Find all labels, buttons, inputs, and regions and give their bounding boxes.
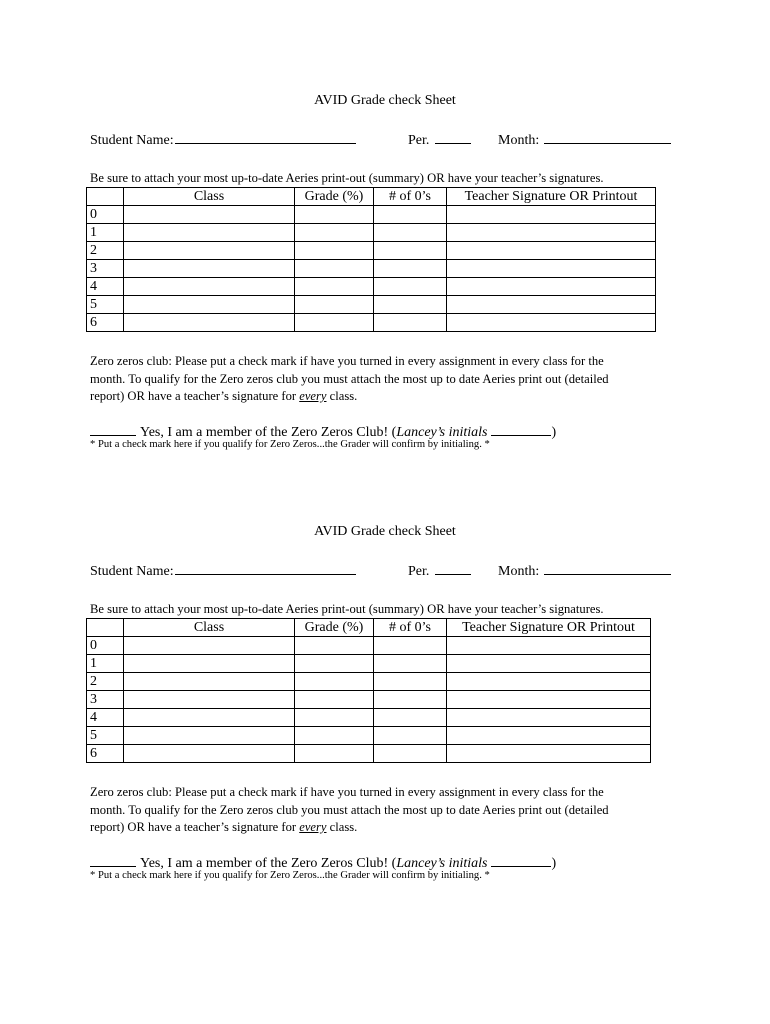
zeros-cell[interactable] xyxy=(374,206,447,224)
signature-cell[interactable] xyxy=(447,260,656,278)
student-name-blank[interactable] xyxy=(175,129,356,144)
header-grade: Grade (%) xyxy=(295,188,374,206)
description-line: month. To qualify for the Zero zeros club you must attach the most up to date Aeries print out (detailed xyxy=(90,802,609,817)
table-row xyxy=(87,242,656,260)
sheet-title: AVID Grade check Sheet xyxy=(314,524,456,539)
signature-cell[interactable] xyxy=(447,655,651,673)
zeros-cell[interactable] xyxy=(374,673,447,691)
signature-cell[interactable] xyxy=(447,709,651,727)
header-zeros: # of 0’s xyxy=(374,619,447,637)
class-cell[interactable] xyxy=(124,727,295,745)
description-text: class. xyxy=(326,389,358,403)
signature-cell[interactable] xyxy=(447,296,656,314)
signature-cell[interactable] xyxy=(447,206,656,224)
student-name-blank[interactable] xyxy=(175,560,356,575)
table-row xyxy=(87,296,656,314)
description-text: report) OR have a teacher’s signature for xyxy=(90,820,300,834)
signature-cell[interactable] xyxy=(447,224,656,242)
grades-table xyxy=(86,187,656,332)
header-signature: Teacher Signature OR Printout xyxy=(447,188,656,206)
class-cell[interactable] xyxy=(124,296,295,314)
zeros-cell[interactable] xyxy=(374,745,447,763)
row-number: 4 xyxy=(87,709,124,727)
row-number: 3 xyxy=(87,691,124,709)
zeros-cell[interactable] xyxy=(374,655,447,673)
footnote: * Put a check mark here if you qualify for Zero Zeros...the Grader will confirm by initialing. * xyxy=(90,439,490,450)
row-number: 2 xyxy=(87,673,124,691)
month-label: Month: xyxy=(498,564,540,579)
zeros-cell[interactable] xyxy=(374,637,447,655)
row-number: 1 xyxy=(87,224,124,242)
table-row xyxy=(87,206,656,224)
description-text: report) OR have a teacher’s signature for xyxy=(90,389,300,403)
initials-label: Lancey’s initials xyxy=(396,856,488,871)
zeros-cell[interactable] xyxy=(374,224,447,242)
student-name-label: Student Name: xyxy=(90,133,174,148)
initials-blank[interactable] xyxy=(491,852,551,867)
table-row xyxy=(87,224,656,242)
student-name-field[interactable] xyxy=(90,129,356,149)
table-header-row xyxy=(87,619,651,637)
attach-instruction: Be sure to attach your most up-to-date Aeries print-out (summary) OR have your teacher’s signatures. xyxy=(90,602,604,616)
signature-cell[interactable] xyxy=(447,745,651,763)
grades-table xyxy=(86,618,651,763)
row-number: 2 xyxy=(87,242,124,260)
table-row xyxy=(87,727,651,745)
header-zeros: # of 0’s xyxy=(374,188,447,206)
member-check-blank[interactable] xyxy=(90,852,136,867)
grade-cell[interactable] xyxy=(295,637,374,655)
table-row xyxy=(87,709,651,727)
initials-blank[interactable] xyxy=(491,421,551,436)
table-row xyxy=(87,314,656,332)
grade-cell[interactable] xyxy=(295,691,374,709)
signature-cell[interactable] xyxy=(447,278,656,296)
zeros-cell[interactable] xyxy=(374,260,447,278)
zeros-cell[interactable] xyxy=(374,727,447,745)
zeros-cell[interactable] xyxy=(374,314,447,332)
class-cell[interactable] xyxy=(124,709,295,727)
signature-cell[interactable] xyxy=(447,691,651,709)
grade-cell[interactable] xyxy=(295,260,374,278)
attach-instruction: Be sure to attach your most up-to-date Aeries print-out (summary) OR have your teacher’s signatures. xyxy=(90,171,604,185)
header-number xyxy=(87,619,124,637)
signature-cell[interactable] xyxy=(447,637,651,655)
table-row xyxy=(87,673,651,691)
header-grade: Grade (%) xyxy=(295,619,374,637)
table-row xyxy=(87,260,656,278)
month-field[interactable] xyxy=(498,129,671,149)
class-cell[interactable] xyxy=(124,242,295,260)
zeros-cell[interactable] xyxy=(374,691,447,709)
class-cell[interactable] xyxy=(124,673,295,691)
table-header-row xyxy=(87,188,656,206)
table-row xyxy=(87,637,651,655)
sheet-title: AVID Grade check Sheet xyxy=(314,93,456,108)
member-statement: Yes, I am a member of the Zero Zeros Club! ( xyxy=(140,425,397,440)
description-line: Zero zeros club: Please put a check mark if have you turned in every assignment in every class for the xyxy=(90,354,604,368)
description-text: class. xyxy=(326,820,358,834)
zeros-cell[interactable] xyxy=(374,296,447,314)
footnote: * Put a check mark here if you qualify for Zero Zeros...the Grader will confirm by initialing. * xyxy=(90,870,490,881)
row-number: 0 xyxy=(87,637,124,655)
zero-zeros-club-description xyxy=(90,353,690,406)
header-number xyxy=(87,188,124,206)
signature-cell[interactable] xyxy=(447,727,651,745)
signature-cell[interactable] xyxy=(447,242,656,260)
grade-cell[interactable] xyxy=(295,709,374,727)
table-row xyxy=(87,745,651,763)
every-emphasis: every xyxy=(299,820,327,834)
month-blank[interactable] xyxy=(544,560,671,575)
zeros-cell[interactable] xyxy=(374,278,447,296)
class-cell[interactable] xyxy=(124,224,295,242)
row-number: 0 xyxy=(87,206,124,224)
zeros-cell[interactable] xyxy=(374,242,447,260)
description-line xyxy=(90,819,690,837)
signature-cell[interactable] xyxy=(447,673,651,691)
student-name-label: Student Name: xyxy=(90,564,174,579)
description-line: Zero zeros club: Please put a check mark if have you turned in every assignment in every class for the xyxy=(90,785,604,799)
grade-cell[interactable] xyxy=(295,242,374,260)
header-class: Class xyxy=(124,619,295,637)
grade-cell[interactable] xyxy=(295,314,374,332)
grade-cell[interactable] xyxy=(295,278,374,296)
zeros-cell[interactable] xyxy=(374,709,447,727)
header-class: Class xyxy=(124,188,295,206)
period-label: Per. xyxy=(408,133,430,148)
period-field[interactable] xyxy=(408,560,471,580)
month-field[interactable] xyxy=(498,560,671,580)
row-number: 6 xyxy=(87,314,124,332)
row-number: 5 xyxy=(87,727,124,745)
zero-zeros-member-line xyxy=(90,421,556,441)
description-line: month. To qualify for the Zero zeros club you must attach the most up to date Aeries print out (detailed xyxy=(90,371,609,386)
class-cell[interactable] xyxy=(124,206,295,224)
period-blank[interactable] xyxy=(435,560,471,575)
description-line xyxy=(90,388,690,406)
student-name-field[interactable] xyxy=(90,560,356,580)
grade-cell[interactable] xyxy=(295,655,374,673)
class-cell[interactable] xyxy=(124,745,295,763)
table-row xyxy=(87,655,651,673)
row-number: 5 xyxy=(87,296,124,314)
initials-label: Lancey’s initials xyxy=(396,425,488,440)
grade-cell[interactable] xyxy=(295,745,374,763)
grade-cell[interactable] xyxy=(295,727,374,745)
row-number: 1 xyxy=(87,655,124,673)
zero-zeros-member-line xyxy=(90,852,556,872)
class-cell[interactable] xyxy=(124,278,295,296)
class-cell[interactable] xyxy=(124,691,295,709)
every-emphasis: every xyxy=(299,389,327,403)
row-number: 3 xyxy=(87,260,124,278)
grade-cell[interactable] xyxy=(295,296,374,314)
table-row xyxy=(87,691,651,709)
class-cell[interactable] xyxy=(124,314,295,332)
row-number: 6 xyxy=(87,745,124,763)
signature-cell[interactable] xyxy=(447,314,656,332)
period-blank[interactable] xyxy=(435,129,471,144)
class-cell[interactable] xyxy=(124,637,295,655)
member-close: ) xyxy=(551,425,557,440)
grade-cell[interactable] xyxy=(295,224,374,242)
period-field[interactable] xyxy=(408,129,471,149)
row-number: 4 xyxy=(87,278,124,296)
member-statement: Yes, I am a member of the Zero Zeros Club! ( xyxy=(140,856,397,871)
zero-zeros-club-description xyxy=(90,784,690,837)
class-cell[interactable] xyxy=(124,260,295,278)
grade-cell[interactable] xyxy=(295,206,374,224)
table-row xyxy=(87,278,656,296)
member-close: ) xyxy=(551,856,557,871)
period-label: Per. xyxy=(408,564,430,579)
class-cell[interactable] xyxy=(124,655,295,673)
grade-cell[interactable] xyxy=(295,673,374,691)
month-label: Month: xyxy=(498,133,540,148)
month-blank[interactable] xyxy=(544,129,671,144)
member-check-blank[interactable] xyxy=(90,421,136,436)
header-signature: Teacher Signature OR Printout xyxy=(447,619,651,637)
